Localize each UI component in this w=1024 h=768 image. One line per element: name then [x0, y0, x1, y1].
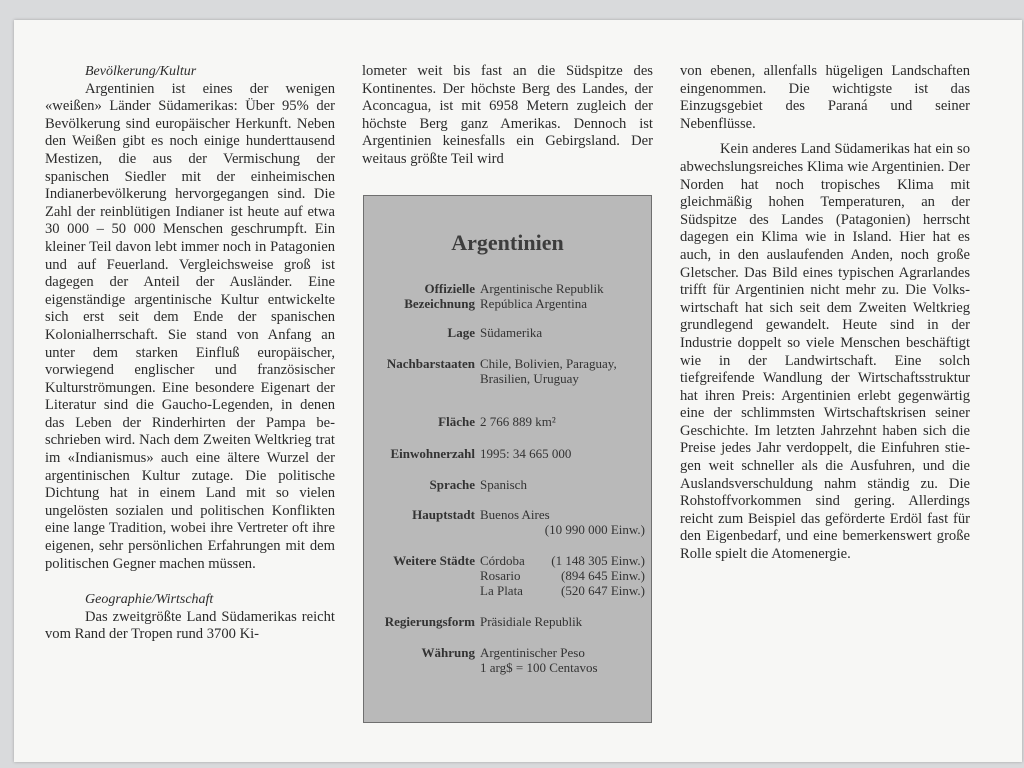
fact-label: Lage	[447, 325, 475, 340]
fact-label: Offizielle	[424, 281, 475, 296]
fact-label: Einwohnerzahl	[390, 446, 475, 461]
paragraph-geography-continued: lometer weit bis fast an die Südspitze des Kontinentes. Der höchste Berg des Landes, der Aconcagua, ist mit 6958 Metern zugleich der höchste Berg ganz Amerikas. Dennoch ist Argentinien keinesfalls ein Gebirgsland. Der weitaus größte Teil wird	[362, 63, 653, 167]
text-column-3	[680, 63, 970, 564]
fact-box-title: Argentinien	[451, 230, 564, 255]
city-name: Córdoba	[480, 553, 525, 568]
fact-label: Bezeichnung	[404, 296, 475, 311]
fact-value: Argentinischer Peso	[480, 645, 585, 660]
fact-value: Chile, Bolivien, Paraguay, Brasilien, Uruguay	[480, 356, 617, 386]
fact-value: 1995: 34 665 000	[480, 446, 572, 461]
fact-value: Buenos Aires	[480, 507, 550, 522]
paragraph-geography-start: Das zweitgrößte Land Südamerikas reicht vom Rand der Tropen rund 3700 Ki-	[45, 608, 335, 643]
section-heading-geography: Geographie/Wirtschaft	[85, 592, 214, 608]
paragraph-population: Argentinien ist eines der wenigen «weißen» Länder Südamerikas: Über 95% der Bevölkerung sind europäischer Herkunft. Neben den Weißen gibt es noch einige hunderttausend Mestizen, die aus der Vermischung der spanischen Siedler mit der einheimischen Indianerbevölkerung hervorgegangen sind. Die Zahl der reinblütigen Indianer ist heute auf etwa 30 000 – 50 000 Menschen geschrumpft. Ein kleiner Teil davon lebt immer noch in Patagonien und auf Feuerland. Vergleichsweise groß ist dagegen der Anteil der Ausländer. Eine eigenständige argentinische Kultur entwickelte sich erst seit dem Ende der spanischen Kolonialherrschaft. Sie stand von Anfang an unter dem starken Einfluß europäischer, vorwiegend englischer und französischer Kulturströmungen. Eine besondere Eigenart der Literatur sind die Gaucho-Legenden, in denen das Leben der Rinderhirten der Pampa beschrieben wird. Nach dem Zweiten Weltkrieg trat im «Indianismus» auch eine ältere Wurzel der argentinischen Kultur zutage. Die politische Dichtung hat in einem Land mit so vielen ungelösten sozialen und politischen Konflikten eine lange Tradition, wobei ihre Vertreter oft ihre eigenen, sehr persönlichen Erfahrungen mit dem politischen Gegner machen müssen.	[45, 80, 335, 572]
fact-label: Hauptstadt	[412, 507, 475, 522]
text-column-2	[362, 63, 653, 169]
text-column-1	[45, 63, 335, 644]
fact-label: Nachbarstaaten	[386, 356, 475, 371]
section-heading-population: Bevölkerung/Kultur	[85, 64, 197, 79]
fact-value: 2 766 889 km²	[480, 414, 556, 429]
country-fact-box	[363, 195, 652, 723]
fact-label: Währung	[421, 645, 475, 660]
fact-value: (10 990 000 Einw.)	[544, 522, 645, 537]
fact-label: Fläche	[438, 414, 475, 429]
fact-label: Regierungsform	[384, 614, 475, 629]
fact-value: Argentinische Republik	[480, 281, 604, 296]
fact-value: Präsidiale Republik	[480, 614, 583, 629]
paragraph-climate-economy: Kein anderes Land Südamerikas hat ein so abwechslungsreiches Klima wie Argentinien. Der Norden hat noch tropisches Klima mit gleichmäßig hohen Temperaturen, an der Südspitze des Landes (Patagonien) herrscht dagegen ein Klima wie in Island. Hier hat es auch, in den auslaufenden Anden, noch große Gletscher. Das Bild eines typischen Agrarlandes trifft für Argentinien nicht mehr zu. Die Volkswirtschaft hat sich seit dem Zweiten Weltkrieg grundlegend gewandelt. Heute sind in der Industrie doppelt so viele Menschen beschäftigt wie in der Landwirtschaft. Eine solch tiefgreifende Wandlung der Wirtschaftsstruktur hat ihren Preis: Argentinien erlebt gegenwärtig eine der schlimmsten Wirtschaftskrisen seiner Geschichte. Im letzten Jahrzehnt haben sich die Preise jedes Jahr verdoppelt, die Einfuhren stiegen weit schneller als die Ausfuhren, und die Auslandsverschuldung nahm ständig zu. Die Rohstoffvorkommen sind gering. Allerdings reicht zum Beispiel das geförderte Erdöl fast für den Eigenbedarf, und eine bemerkenswert große Rolle spielt die Atomenergie.	[680, 141, 970, 563]
document-page	[14, 20, 1022, 762]
fact-label: Weitere Städte	[393, 553, 475, 568]
paragraph-geography-end: von ebenen, allenfalls hügeligen Landschaften eingenommen. Die wichtigste ist das Einzugsgebiet des Paraná und seiner Nebenflüsse.	[680, 63, 970, 132]
city-population: (520 647 Einw.)	[560, 583, 645, 598]
city-population: (1 148 305 Einw.)	[551, 553, 645, 568]
city-population: (894 645 Einw.)	[560, 568, 645, 583]
city-name: La Plata	[480, 583, 523, 598]
fact-value: Südamerika	[480, 325, 543, 340]
fact-value: 1 arg$ = 100 Centavos	[480, 660, 598, 675]
city-name: Rosario	[480, 568, 521, 583]
fact-label: Sprache	[429, 477, 475, 492]
fact-value: Spanisch	[480, 477, 527, 492]
fact-value: República Argentina	[480, 296, 587, 311]
